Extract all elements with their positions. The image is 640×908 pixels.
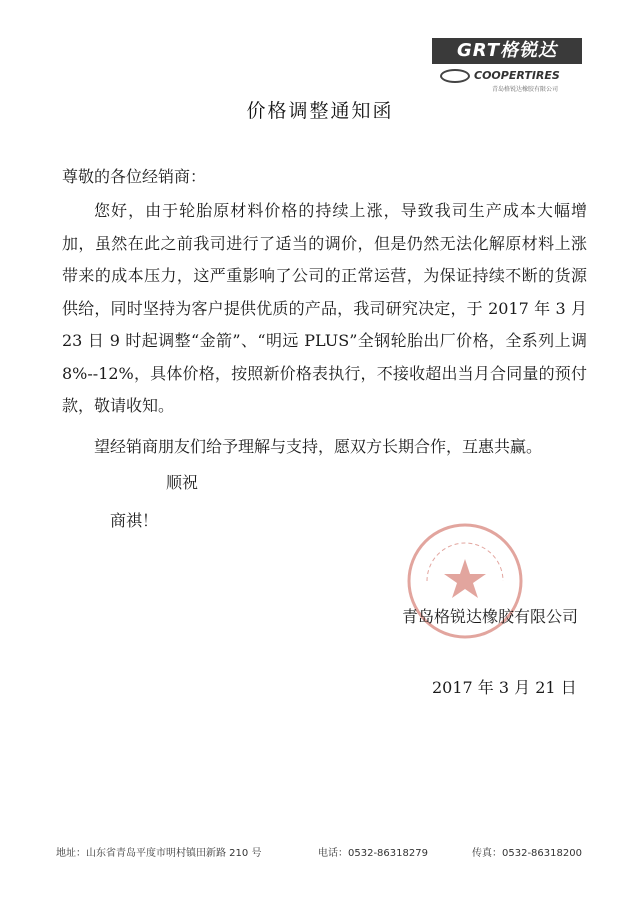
letter-date: 2017 年 3 月 21 日	[432, 678, 577, 697]
logo-subtitle: 青岛格锐达橡胶有限公司	[492, 86, 559, 93]
swoosh-icon	[440, 69, 470, 83]
greeting: 尊敬的各位经销商：	[62, 167, 207, 186]
logo-brand-bottom-row	[432, 66, 582, 86]
logo-brand-top: GRT格锐达	[432, 38, 582, 64]
logo-brand-bottom: COOPERTIRES	[474, 69, 560, 82]
footer-address: 地址：山东省青岛平度市明村镇田新路 210 号	[56, 848, 262, 859]
paragraph-1: 您好，由于轮胎原材料价格的持续上涨，导致我司生产成本大幅增加，虽然在此之前我司进行了适当的调价，但是仍然无法化解原材料上涨带来的成本压力，这严重影响了公司的正常运营，为保证持续不断的货源供给，同时坚持为客户提供优质的产品，我司研究决定，于 2017 年 3 月 23 日 9 时起调整“金箭”、“明远 PLUS”全钢轮胎出厂价格，全系列上调 8%--12%，具体价格，按照新价格表执行，不接收超出当月合同量的预付款，敬请收知。	[62, 201, 587, 415]
document-title: 价格调整通知函	[246, 100, 394, 122]
paragraph-2: 望经销商朋友们给予理解与支持，愿双方长期合作，互惠共赢。	[94, 436, 543, 456]
closing-line-2: 商祺！	[110, 511, 159, 530]
footer-phone: 电话：0532-86318279	[318, 848, 428, 859]
company-signature: 青岛格锐达橡胶有限公司	[402, 607, 579, 626]
closing-line-1: 顺祝	[166, 473, 199, 492]
letter-body	[62, 195, 587, 463]
company-logo	[432, 38, 582, 98]
footer-fax: 传真：0532-86318200	[472, 848, 582, 859]
